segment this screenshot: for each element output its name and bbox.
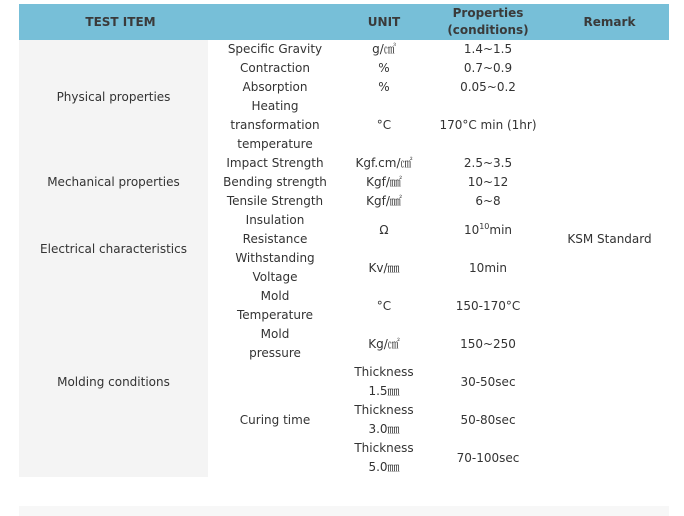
unit-impact-strength: Kgf.cm/㎠ xyxy=(355,156,413,170)
item-impact-strength: Impact Strength xyxy=(226,156,324,170)
unit-withstanding-voltage: Kv/㎜ xyxy=(368,260,400,275)
value-tensile-strength: 6~8 xyxy=(475,194,501,208)
category-electrical: Electrical characteristics xyxy=(19,211,208,287)
spec-table xyxy=(19,4,669,477)
category-physical: Physical properties xyxy=(19,40,208,154)
unit-mold-pressure: Kg/㎠ xyxy=(368,336,400,351)
item-insulation-resistance: Insulation Resistance xyxy=(242,213,308,246)
table-header-row xyxy=(19,4,669,40)
value-absorption: 0.05~0.2 xyxy=(460,80,516,94)
value-mold-temperature: 150-170°C xyxy=(455,298,521,313)
bottom-band xyxy=(19,506,669,516)
unit-bending-strength: Kgf/㎟ xyxy=(366,175,402,189)
value-insulation-resistance xyxy=(426,211,550,249)
value-bending-strength: 10~12 xyxy=(467,175,509,189)
remark-cell: KSM Standard xyxy=(567,232,652,246)
value-withstanding-voltage: 10min xyxy=(469,260,507,275)
header-unit: UNIT xyxy=(342,4,426,40)
unit-thickness-3-0: Thickness 3.0㎜ xyxy=(354,403,414,436)
item-absorption: Absorption xyxy=(242,80,308,94)
item-curing-time: Curing time xyxy=(239,412,311,427)
spec-table-container xyxy=(19,4,669,477)
item-specific-gravity: Specific Gravity xyxy=(227,42,323,56)
header-test-item: TEST ITEM xyxy=(19,4,342,40)
value-insulation-suffix: min xyxy=(489,222,513,237)
value-heating-transformation: 170°C min (1hr) xyxy=(439,118,537,132)
item-withstanding-voltage: Withstanding Voltage xyxy=(235,251,315,284)
value-insulation-base: 10 xyxy=(463,222,480,237)
value-impact-strength: 2.5~3.5 xyxy=(463,156,513,170)
value-curing-1-5: 30-50sec xyxy=(460,374,516,389)
value-contraction: 0.7~0.9 xyxy=(463,61,513,75)
item-heating-transformation: Heating transformation temperature xyxy=(230,99,320,151)
value-curing-5-0: 70-100sec xyxy=(456,450,520,465)
category-molding: Molding conditions xyxy=(19,287,208,477)
unit-absorption: % xyxy=(378,80,390,94)
unit-thickness-5-0: Thickness 5.0㎜ xyxy=(354,441,414,474)
category-mechanical: Mechanical properties xyxy=(19,154,208,211)
value-curing-3-0: 50-80sec xyxy=(460,412,516,427)
item-tensile-strength: Tensile Strength xyxy=(226,194,324,208)
item-mold-temperature: Mold Temperature xyxy=(236,289,313,322)
unit-specific-gravity: g/㎤ xyxy=(372,42,396,56)
value-specific-gravity: 1.4~1.5 xyxy=(463,42,513,56)
item-contraction: Contraction xyxy=(240,61,310,75)
item-mold-pressure: Mold pressure xyxy=(249,327,301,360)
unit-tensile-strength: Kgf/㎟ xyxy=(366,194,402,208)
value-insulation-exponent: 10 xyxy=(479,221,490,231)
header-properties: Properties (conditions) xyxy=(426,4,550,40)
unit-mold-temperature: °C xyxy=(376,298,392,313)
unit-thickness-1-5: Thickness 1.5㎜ xyxy=(354,365,414,398)
unit-insulation-resistance: Ω xyxy=(379,222,389,237)
unit-contraction: % xyxy=(378,61,390,75)
unit-heating-transformation: °C xyxy=(376,118,392,132)
header-remark: Remark xyxy=(550,4,669,40)
value-mold-pressure: 150~250 xyxy=(460,336,516,351)
item-bending-strength: Bending strength xyxy=(223,175,327,189)
